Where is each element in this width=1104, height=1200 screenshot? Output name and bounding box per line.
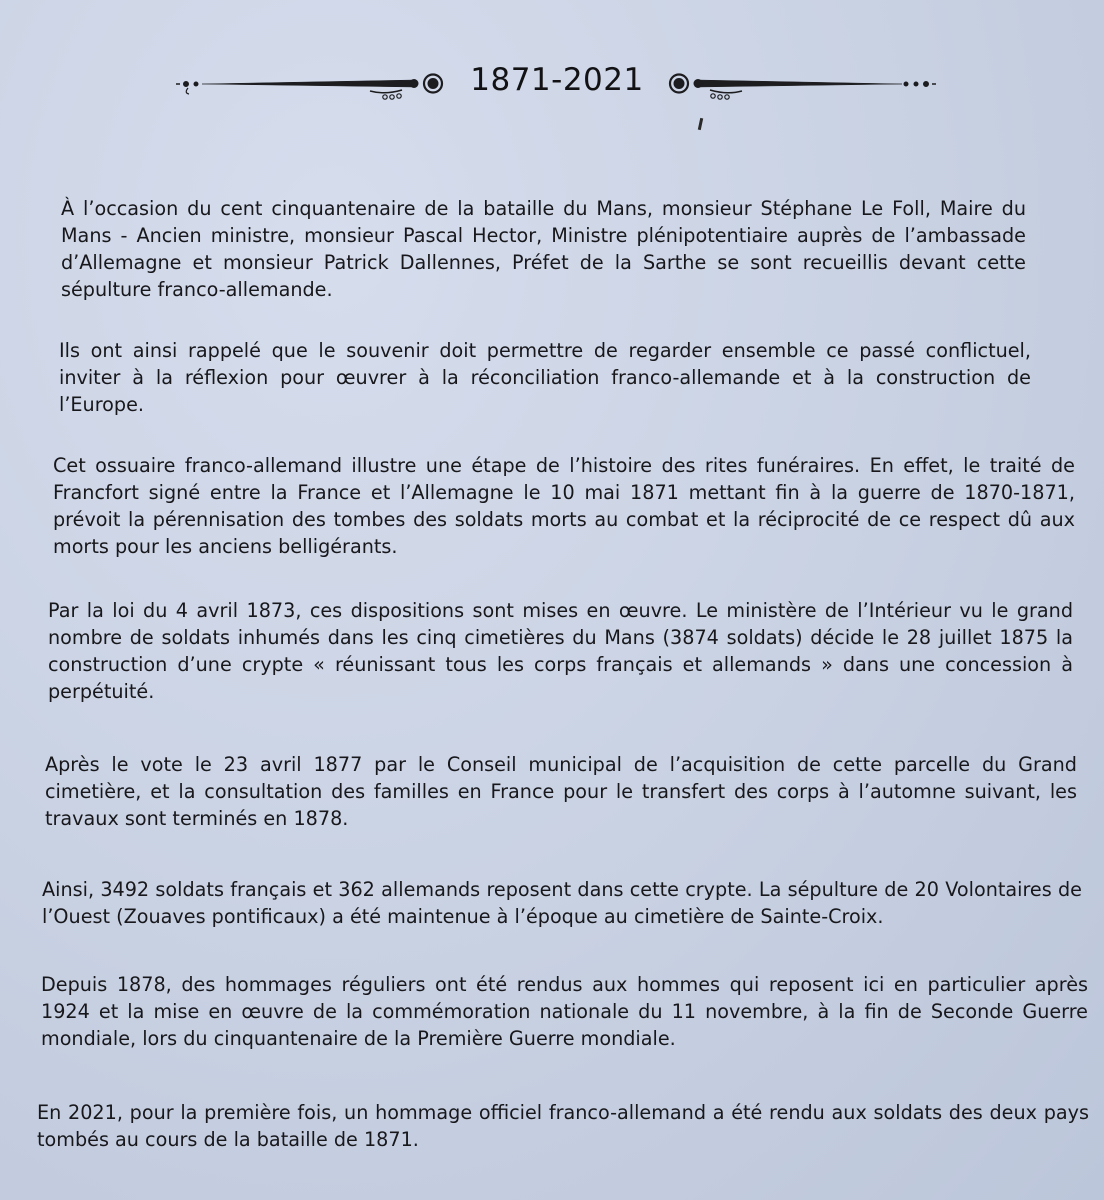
paragraph-law-1873: Par la loi du 4 avril 1873, ces dispositions sont mises en œuvre. Le ministère de l’Intérieur vu le grand nombre de soldats inhumés dans les cinq cimetières du Mans (3874 soldats) décide le 28 juillet 1875 la construction d’une crypte « réunissant tous les corps français et allemands » dans une concession à perpétuité. [48, 599, 1073, 703]
right-scroll-ornament-icon [662, 60, 942, 110]
surface-mark [698, 118, 703, 130]
plaque-title: 1871-2021 [470, 62, 644, 98]
paragraph-tributes: Depuis 1878, des hommages réguliers ont été rendus aux hommes qui reposent ici en particulier après 1924 et la mise en œuvre de la commémoration nationale du 11 novembre, à la fin de Seconde Guerre mondiale, lors du cinquantenaire de la Première Guerre mondiale. [41, 973, 1088, 1050]
paragraph-soldier-count: Ainsi, 3492 soldats français et 362 allemands reposent dans cette crypte. La sépulture de 20 Volontaires de l’Ouest (Zouaves pontificaux) a été maintenue à l’époque au cimetière de Sainte-Croix. [42, 878, 1082, 928]
paragraph-ceremony: À l’occasion du cent cinquantenaire de la bataille du Mans, monsieur Stéphane Le Foll, Maire du Mans - Ancien ministre, monsieur Pascal Hector, Ministre plénipotentiaire auprès de l’ambassade d’Allemagne et monsieur Patrick Dallennes, Préfet de la Sarthe se sont recueillis devant cette sépulture franco-allemande. [61, 197, 1026, 301]
paragraph-ossuary-history: Cet ossuaire franco-allemand illustre une étape de l’histoire des rites funéraires. En effet, le traité de Francfort signé entre la France et l’Allemagne le 10 mai 1871 mettant fin à la guerre de 1870-1871, prévoit la pérennisation des tombes des soldats morts au combat et la réciprocité de ce respect dû aux morts pour les anciens belligérants. [53, 454, 1075, 558]
plaque-header [0, 60, 1104, 110]
paragraph-2021-tribute: En 2021, pour la première fois, un hommage officiel franco-allemand a été rendu aux soldats des deux pays tombés au cours de la bataille de 1871. [37, 1101, 1089, 1151]
left-scroll-ornament-icon [170, 60, 450, 110]
paragraph-council-vote: Après le vote le 23 avril 1877 par le Conseil municipal de l’acquisition de cette parcelle du Grand cimetière, et la consultation des familles en France pour le transfert des corps à l’automne suivant, les travaux sont terminés en 1878. [45, 753, 1077, 830]
paragraph-remembrance: Ils ont ainsi rappelé que le souvenir doit permettre de regarder ensemble ce passé conflictuel, inviter à la réflexion pour œuvrer à la réconciliation franco-allemande et à la construction de l’Europe. [59, 339, 1031, 416]
